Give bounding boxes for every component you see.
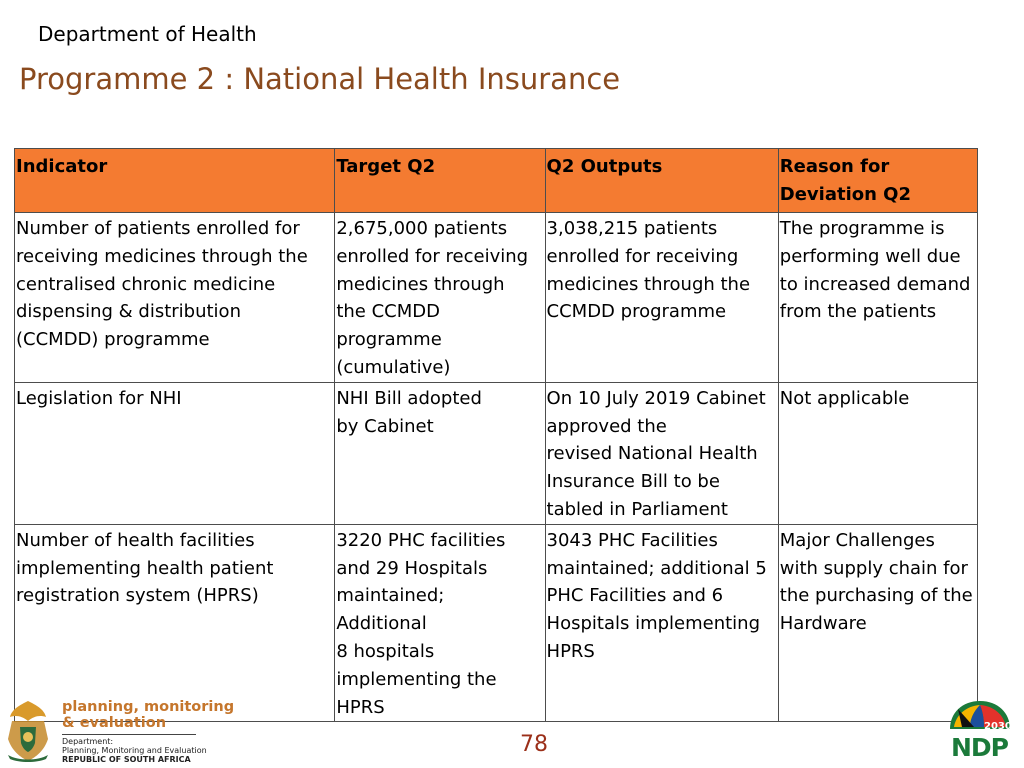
ndp-letters: NDP — [951, 733, 1008, 762]
indicator-table — [14, 148, 978, 722]
pme-logo-line1: planning, monitoring — [62, 699, 235, 715]
header-q2-outputs: Q2 Outputs — [545, 149, 778, 213]
cell-target: NHI Bill adopted by Cabinet — [335, 382, 545, 524]
ndp-year: 2030 — [984, 721, 1012, 732]
cell-reason: Major Challenges with supply chain for the purchasing of the Hardware — [778, 524, 977, 722]
header-reason-for-deviation: Reason for Deviation Q2 — [778, 149, 977, 213]
table-row — [15, 382, 978, 524]
cell-indicator: Legislation for NHI — [15, 382, 335, 524]
pme-logo-sub2: Planning, Monitoring and Evaluation — [62, 746, 207, 755]
table-row — [15, 524, 978, 722]
cell-output: 3,038,215 patients enrolled for receiving medicines through the CCMDD programme — [545, 213, 778, 383]
table-row — [15, 213, 978, 383]
cell-target: 3220 PHC facilities and 29 Hospitals maintained; Additional 8 hospitals implementing the HPRS — [335, 524, 545, 722]
department-name: Department of Health — [38, 22, 257, 46]
cell-reason: The programme is performing well due to increased demand from the patients — [778, 213, 977, 383]
cell-indicator: Number of patients enrolled for receiving medicines through the centralised chronic medicine dispensing & distribution (CCMDD) programme — [15, 213, 335, 383]
cell-reason: Not applicable — [778, 382, 977, 524]
header-target-q2: Target Q2 — [335, 149, 545, 213]
pme-logo-sub3: REPUBLIC OF SOUTH AFRICA — [62, 755, 191, 764]
pme-logo-sub1: Department: — [62, 737, 114, 746]
cell-indicator: Number of health facilities implementing health patient registration system (HPRS) — [15, 524, 335, 722]
page-number: 78 — [520, 732, 548, 757]
pme-logo — [0, 697, 235, 768]
pme-logo-divider — [62, 734, 196, 735]
cell-output: On 10 July 2019 Cabinet approved the revised National Health Insurance Bill to be tabled in Parliament — [545, 382, 778, 524]
ndp-logo — [944, 697, 1016, 763]
pme-logo-line2: & evaluation — [62, 715, 167, 731]
page-title: Programme 2 : National Health Insurance — [19, 62, 621, 96]
coat-of-arms-icon — [2, 699, 54, 763]
header-indicator: Indicator — [15, 149, 335, 213]
cell-output: 3043 PHC Facilities maintained; additional 5 PHC Facilities and 6 Hospitals implementing HPRS — [545, 524, 778, 722]
cell-target: 2,675,000 patients enrolled for receiving medicines through the CCMDD programme (cumulative) — [335, 213, 545, 383]
table-header-row — [15, 149, 978, 213]
